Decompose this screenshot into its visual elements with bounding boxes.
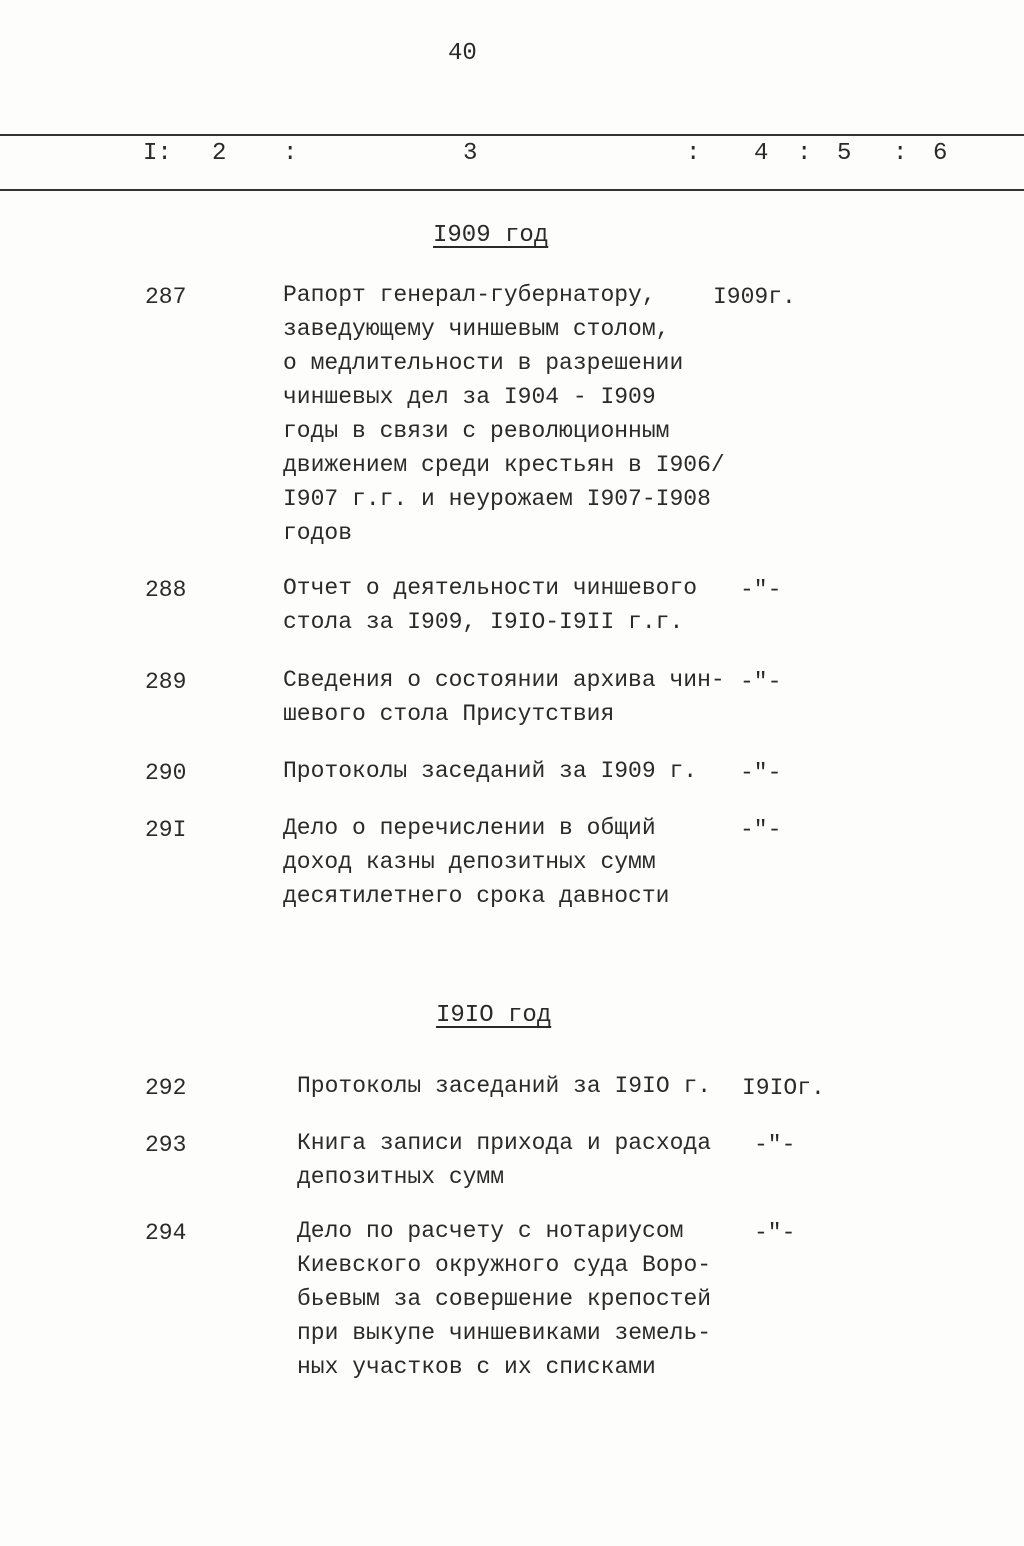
description-line: I907 г.г. и неурожаем I907-I908	[283, 486, 711, 512]
description-line: Киевского окружного суда Воро-	[297, 1252, 712, 1278]
entry-number: 293	[145, 1132, 187, 1158]
column-header: 4	[754, 140, 769, 167]
page-number: 40	[448, 40, 477, 67]
description-line: шевого стола Присутствия	[283, 701, 615, 727]
header-bottom-rule	[0, 189, 1024, 191]
entry-date: -"-	[740, 817, 782, 843]
entry-description	[283, 811, 669, 913]
description-line: Книга записи прихода и расхода	[297, 1130, 712, 1156]
description-line: бьевым за совершение крепостей	[297, 1286, 712, 1312]
entry-description	[283, 663, 725, 731]
description-line: при выкупе чиншевиками земель-	[297, 1320, 712, 1346]
entry-number: 288	[145, 577, 187, 603]
description-line: движением среди крестьян в I906/	[283, 452, 725, 478]
entry-date: -"-	[740, 669, 782, 695]
description-line: чиншевых дел за I904 - I909	[283, 384, 656, 410]
entry-date: -"-	[754, 1132, 796, 1158]
column-header: I:	[143, 140, 172, 167]
column-header: 6	[933, 140, 948, 167]
description-line: годов	[283, 520, 353, 546]
entry-description	[297, 1214, 711, 1384]
description-line: Отчет о деятельности чиншевого	[283, 575, 698, 601]
entry-number: 287	[145, 284, 187, 310]
description-line: Протоколы заседаний за I909 г.	[283, 758, 698, 784]
entry-number: 290	[145, 760, 187, 786]
description-line: доход казны депозитных сумм	[283, 849, 656, 875]
section-heading: I9IO год	[436, 1002, 552, 1029]
entry-number: 294	[145, 1220, 187, 1246]
description-line: Дело о перечислении в общий	[283, 815, 656, 841]
entry-date: -"-	[740, 760, 782, 786]
entry-number: 292	[145, 1075, 187, 1101]
column-separator: :	[893, 140, 908, 167]
description-line: Рапорт генерал-губернатору,	[283, 282, 656, 308]
entry-date: I9IOг.	[742, 1075, 825, 1101]
description-line: заведующему чиншевым столом,	[283, 316, 670, 342]
column-header: 2	[212, 140, 227, 167]
entry-number: 29I	[145, 817, 187, 843]
description-line: стола за I909, I9IO-I9II г.г.	[283, 609, 684, 635]
entry-description	[283, 571, 697, 639]
section-heading: I909 год	[433, 222, 549, 249]
column-separator: :	[686, 140, 701, 167]
description-line: о медлительности в разрешении	[283, 350, 684, 376]
entry-description	[283, 754, 697, 788]
entry-number: 289	[145, 669, 187, 695]
description-line: Сведения о состоянии архива чин-	[283, 667, 725, 693]
description-line: Протоколы заседаний за I9IO г.	[297, 1073, 712, 1099]
description-line: ных участков с их списками	[297, 1354, 656, 1380]
entry-date: -"-	[754, 1220, 796, 1246]
column-header: 3	[463, 140, 478, 167]
header-top-rule	[0, 134, 1024, 136]
entry-description	[297, 1126, 711, 1194]
description-line: депозитных сумм	[297, 1164, 505, 1190]
column-header: 5	[837, 140, 852, 167]
description-line: Дело по расчету с нотариусом	[297, 1218, 684, 1244]
description-line: десятилетнего срока давности	[283, 883, 670, 909]
entry-date: I909г.	[713, 284, 796, 310]
column-separator: :	[797, 140, 812, 167]
description-line: годы в связи с революционным	[283, 418, 670, 444]
entry-date: -"-	[740, 577, 782, 603]
entry-description	[297, 1069, 711, 1103]
entry-description	[283, 278, 725, 550]
column-separator: :	[283, 140, 298, 167]
